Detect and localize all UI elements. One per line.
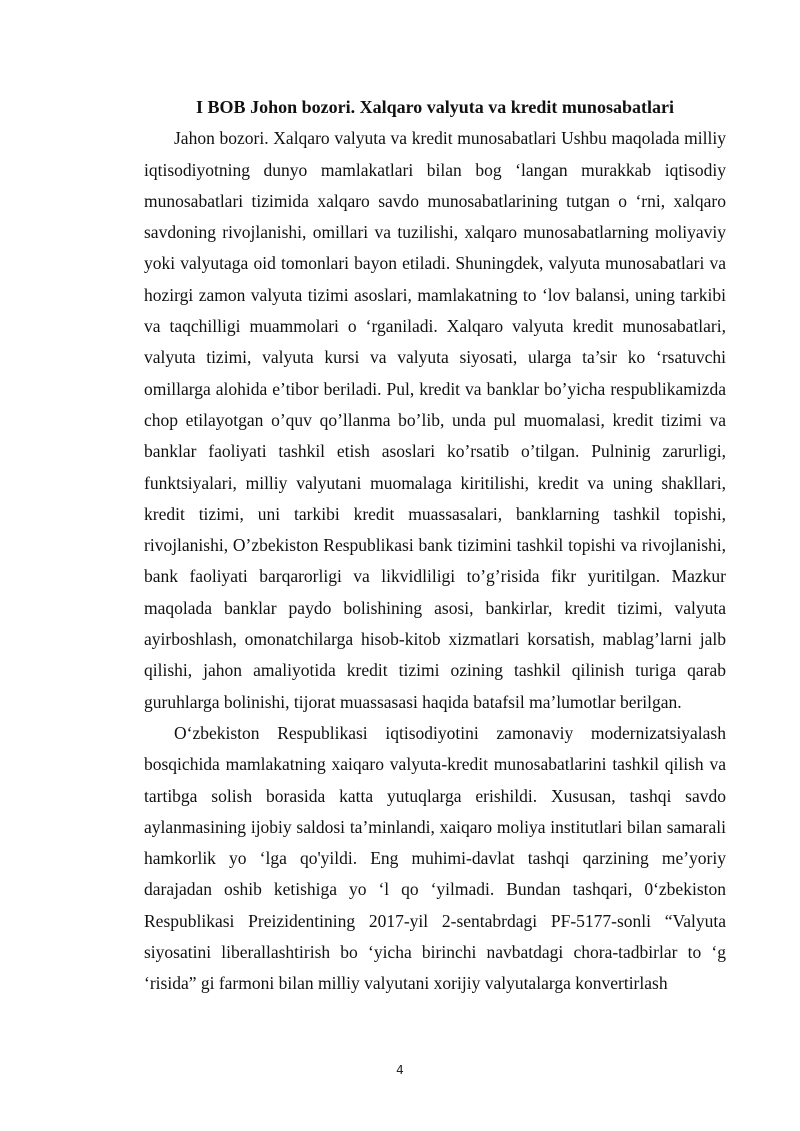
body-paragraph: Jahon bozori. Xalqaro valyuta va kredit munosabatlari Ushbu maqolada milliy iqtisodiyotning dunyo mamlakatlari bilan bog ‘langan murakkab iqtisodiy munosabatlari tizimida xalqaro savdo munosabatlarining tutgan o ‘rni, xalqaro savdoning rivojlanishi, omillari va tuzilishi, xalqaro munosabatlarning moliyaviy yoki valyutaga oid tomonlari bayon etiladi. Shuningdek, valyuta munosabatlari va hozirgi zamon valyuta tizimi asoslari, mamlakatning to ‘lov balansi, uning tarkibi va taqchilligi muammolari o ‘rganiladi. Xalqaro valyuta kredit munosabatlari, valyuta tizimi, valyuta kursi va valyuta siyosati, ularga ta’sir ko ‘rsatuvchi omillarga alohida e’tibor beriladi. Pul, kredit va banklar bo’yicha respublikamizda chop etilayotgan o’quv qo’llanma bo’lib, unda pul muomalasi, kredit tizimi va banklar faoliyati tashkil etish asoslari ko’rsatib o’tilgan. Pulninig zarurligi, funktsiyalari, milliy valyutani muomalaga kiritilishi, kredit va uning shakllari, kredit tizimi, uni tarkibi kredit muassasalari, banklarning tashkil topishi, rivojlanishi, O’zbekiston Respublikasi bank tizimini tashkil topishi va rivojlanishi, bank faoliyati barqarorligi va likvidliligi to’g’risida fikr yuritilgan. Mazkur maqolada banklar paydo bolishining asosi, bankirlar, kredit tizimi, valyuta ayirboshlash, omonatchilarga hisob-kitob xizmatlari korsatish, mablag’larni jalb qilishi, jahon amaliyotida kredit tizimi ozining tashkil qilinish turiga qarab guruhlarga bolinishi, tijorat muassasasi haqida batafsil ma’lumotlar berilgan. bbox=[144, 128, 726, 712]
body-paragraph: O‘zbekiston Respublikasi iqtisodiyotini zamonaviy modernizatsiyalash bosqichida mamlakatning xaiqaro valyuta-kredit munosabatlarini tashkil qilish va tartibga solish borasida katta yutuqlarga erishildi. Xususan, tashqi savdo aylanmasining ijobiy saldosi ta’minlandi, xaiqaro moliya institutlari bilan samarali hamkorlik yo ‘lga qo'yildi. Eng muhimi-davlat tashqi qarzining me’yoriy darajadan oshib ketishiga yo ‘l qo ‘yilmadi. Bundan tashqari, 0‘zbekiston Respublikasi Preizidentining 2017-yil 2-sentabrdagi PF-5177-sonli “Valyuta siyosatini liberallashtirish bo ‘yicha birinchi navbatdagi chora-tadbirlar to ‘g ‘risida” gi farmoni bilan milliy valyutani xorijiy valyutalarga konvertirlash bbox=[144, 722, 726, 994]
page-body bbox=[144, 92, 726, 1000]
chapter-title: I BOB Johon bozori. Xalqaro valyuta va kredit munosabatlari bbox=[196, 97, 674, 117]
page-number: 4 bbox=[396, 1063, 404, 1077]
